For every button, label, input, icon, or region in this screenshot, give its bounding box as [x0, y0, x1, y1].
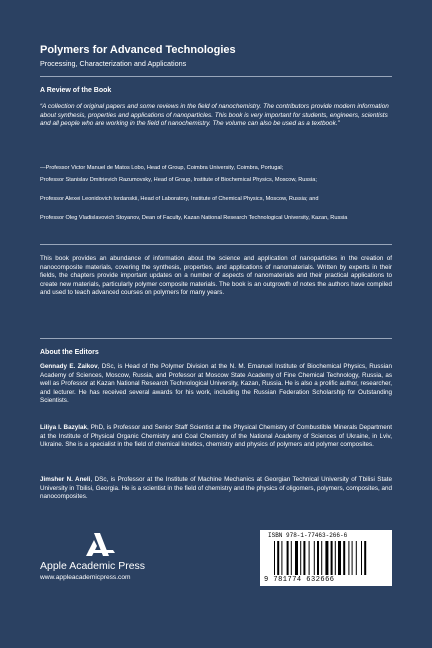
review-quote: “A collection of original papers and some reviews in the field of nanochemistry. The contributors provide modern information about synthesis, properties and applications of nanoparticles. This book is very important for students, engineers, scientists and all people who are working in the field of nanochemistry. The volume can also be used as a textbook.”	[40, 103, 389, 128]
publisher-url: www.appleacademicpress.com	[40, 574, 131, 581]
editor-bio	[40, 363, 392, 406]
editors-heading: About the Editors	[40, 349, 99, 356]
editor-name: Jimsher N. Aneli	[40, 476, 91, 483]
editor-bio	[40, 476, 392, 502]
editor-bio-text: , DSc, is Head of the Polymer Division at the N. M. Emanuel Institute of Biochemical Physics, Russian Academy of Sciences, Moscow, Russia, and Professor at Moscow State Academy of Fine Chemical Technology, Russia, as well as Professor at Kazan National Research Technological University, Kazan, Russia. He is also a prolific author, researcher, and lecturer. He has received several awards for his work, including the Russian Federation Scholarship for Outstanding Scientists.	[40, 363, 392, 405]
book-subtitle: Processing, Characterization and Applications	[40, 59, 187, 68]
editor-name: Gennady E. Zaikov	[40, 363, 98, 370]
barcode-digits: 9 781774 632666	[264, 576, 335, 584]
review-attribution: —Professor Victor Manuel de Matos Lobo, Head of Group, Coimbra University, Coimbra, Portugal;	[40, 165, 284, 171]
editor-bio	[40, 424, 392, 450]
book-description: This book provides an abundance of information about the science and application of nanoparticles in the creation of nanocomposite materials, covering the synthesis, properties, and applications of nanomaterials. Written by experts in their fields, the chapters provide important updates on a number of aspects of nanomaterials and their practical applications to create new materials, particularly polymer composite materials. The book is an outgrowth of notes the authors have compiled and used to teach advanced courses on polymers for many years.	[40, 255, 392, 297]
divider	[40, 244, 392, 245]
editor-bio-text: , DSc, is Professor at the Institute of Machine Mechanics at Georgian Technical University of Tbilisi State University in Tbilisi, Georgia. He is a scientist in the field of chemistry and the physics of oligomers, polymers, composites, and nanocomposites.	[40, 476, 392, 501]
barcode-bars	[274, 541, 380, 575]
book-title: Polymers for Advanced Technologies	[40, 44, 236, 56]
review-attribution: Professor Oleg Vladislavovich Stoyanov, Dean of Faculty, Kazan National Research Technological University, Kazan, Russia	[40, 215, 348, 221]
divider	[40, 338, 392, 339]
isbn-text: ISBN 978-1-77463-266-6	[268, 532, 348, 539]
review-attribution: Professor Stanislav Dmitrievich Razumovsky, Head of Group, Institute of Biochemical Physics, Moscow, Russia;	[40, 177, 317, 183]
review-heading: A Review of the Book	[40, 87, 112, 94]
apple-academic-press-logo-icon	[85, 532, 117, 558]
isbn-barcode	[260, 530, 392, 586]
publisher-name: Apple Academic Press	[40, 560, 146, 572]
review-attribution: Professor Alexei Leonidovich Iordanskii, Head of Laboratory, Institute of Chemical Physics, Moscow, Russia; and	[40, 196, 319, 202]
editor-name: Liliya I. Bazylak	[40, 424, 88, 431]
editor-bio-text: , PhD, is Professor and Senior Staff Scientist at the Physical Chemistry of Combustible Minerals Department at the Institute of Physical Organic Chemistry and Coal Chemistry of the National Academy of Sciences of Ukraine, in Lviv, Ukraine. She is a specialist in the field of chemical kinetics, chemistry and physics of polymers and polymer composites.	[40, 424, 392, 449]
divider	[40, 76, 392, 77]
